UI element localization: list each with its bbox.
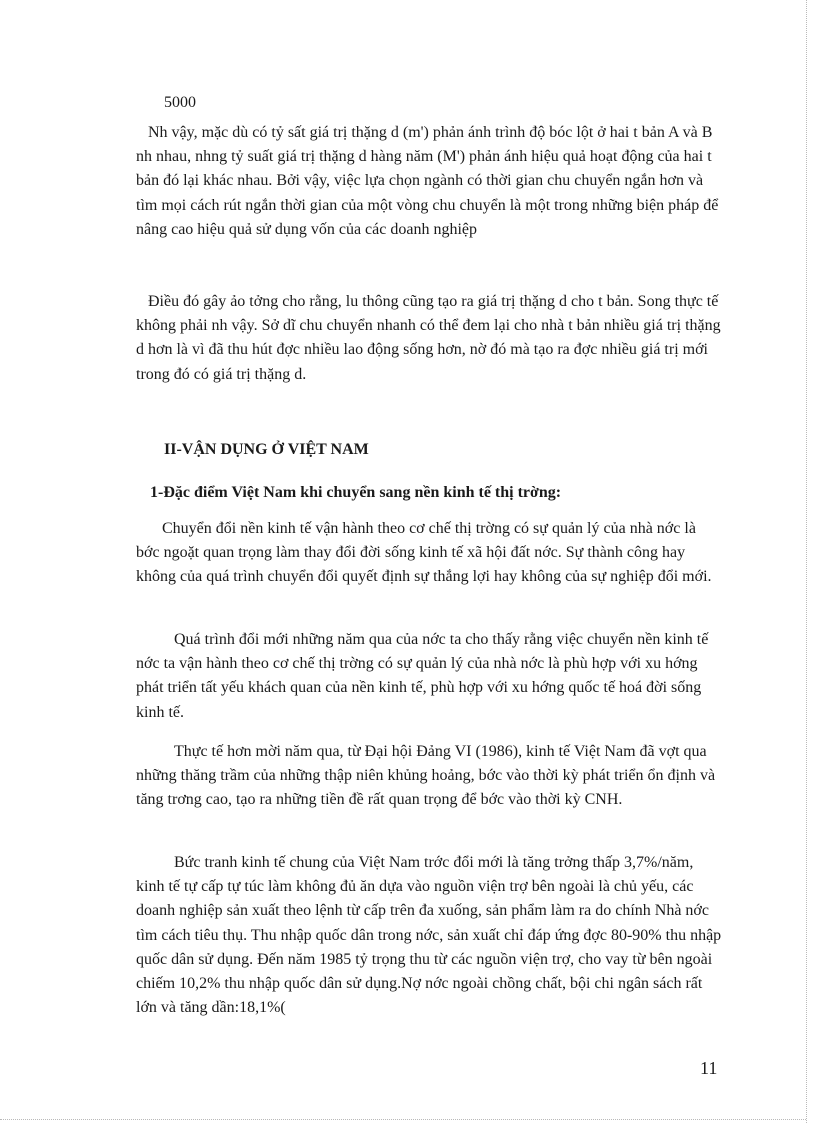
paragraph-5: Thực tế hơn mời năm qua, từ Đại hội Đảng VI (1986), kinh tế Việt Nam đã vợt qua những thăng trầm của những thập niên khủng hoảng, bớc vào thời kỳ phát triển ổn định và tăng trơng cao, tạo ra những tiền đề rất quan trọng để bớc vào thời kỳ CNH. — [136, 743, 716, 809]
paragraph-6: Bức tranh kinh tế chung của Việt Nam trớc đổi mới là tăng trởng thấp 3,7%/năm, kinh tế tự cấp tự túc làm không đủ ăn dựa vào nguồn viện trợ bên ngoài là chủ yếu, các doanh nghiệp sản xuất theo lệnh từ cấp trên đa xuống, sản phẩm làm ra do chính Nhà nớc tìm cách tiêu thụ. Thu nhập quốc dân trong nớc, sản xuất chỉ đáp ứng đợc 80-90% thu nhập quốc dân sử dụng. Đến năm 1985 tỷ trọng thu từ các nguồn viện trợ, cho vay từ bên ngoài chiếm 10,2% thu nhập quốc dân sử dụng.Nợ nớc ngoài chồng chất, bội chi ngân sách rất lớn và tăng dần:18,1%( — [136, 854, 722, 1017]
section-heading: II-VẬN DỤNG Ở VIỆT NAM — [164, 441, 369, 458]
top-number: 5000 — [164, 94, 196, 111]
paragraph-2: Điều đó gây ảo tởng cho rằng, lu thông cũng tạo ra giá trị thặng d cho t bản. Song thực tế không phải nh vậy. Sở dĩ chu chuyển nhanh có thể đem lại cho nhà t bản nhiều giá trị thặng d hơn là vì đã thu hút đợc nhiều lao động sống hơn, nờ đó mà tạo ra đợc nhiều giá trị mới trong đó có giá trị thặng d. — [136, 293, 721, 383]
page-border-bottom — [0, 1119, 806, 1120]
paragraph-4: Quá trình đổi mới những năm qua của nớc ta cho thấy rằng việc chuyển nền kinh tế nớc ta vận hành theo cơ chế thị trờng có sự quản lý của nhà nớc là phù hợp với xu hớng phát triển tất yếu khách quan của nền kinh tế, phù hợp với xu hớng quốc tế hoá đời sống kinh tế. — [136, 631, 709, 721]
paragraph-1: Nh vậy, mặc dù có tỷ sất giá trị thặng d (m') phản ánh trình độ bóc lột ở hai t bản A và B nh nhau, nhng tỷ suất giá trị thặng d hàng năm (M') phản ánh hiệu quả hoạt động của hai t bản đó lại khác nhau. Bởi vậy, việc lựa chọn ngành có thời gian chu chuyển ngắn hơn và tìm mọi cách rút ngắn thời gian của một vòng chu chuyển là một trong những biện pháp để nâng cao hiệu quả sử dụng vốn của các doanh nghiệp — [136, 124, 719, 238]
page-number: 11 — [700, 1058, 718, 1078]
paragraph-3: Chuyển đổi nền kinh tế vận hành theo cơ chế thị trờng có sự quản lý của nhà nớc là bớc ngoặt quan trọng làm thay đổi đời sống kinh tế xã hội đất nớc. Sự thành công hay không của quá trình chuyển đổi quyết định sự thắng lợi hay không của sự nghiệp đổi mới. — [136, 520, 712, 586]
page-border-right — [806, 0, 807, 1123]
subsection-heading: 1-Đặc điểm Việt Nam khi chuyển sang nền kinh tế thị trờng: — [150, 484, 562, 501]
